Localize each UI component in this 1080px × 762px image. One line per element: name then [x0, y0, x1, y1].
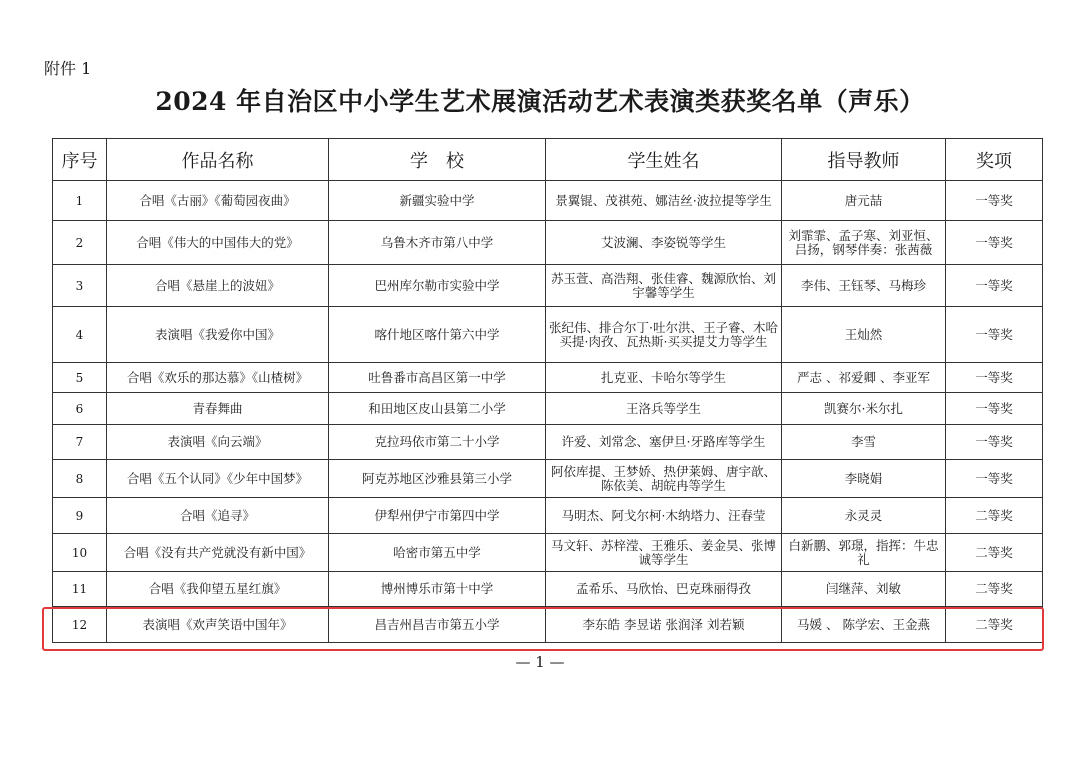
cell-work: 合唱《我仰望五星红旗》 — [107, 572, 329, 607]
cell-work: 合唱《五个认同》《少年中国梦》 — [107, 460, 329, 498]
highlight-box — [42, 607, 1044, 651]
cell-award: 二等奖 — [946, 498, 1043, 534]
awards-table — [52, 138, 1043, 643]
cell-number: 5 — [53, 363, 107, 393]
cell-teachers: 唐元喆 — [782, 181, 946, 221]
cell-number: 10 — [53, 534, 107, 572]
cell-award: 一等奖 — [946, 307, 1043, 363]
cell-students: 阿依库提、王梦娇、热伊莱姆、唐宇歆、陈依美、胡皖冉等学生 — [546, 460, 782, 498]
cell-teachers: 马媛 、 陈学宏、王金燕 — [782, 607, 946, 643]
header-number: 序号 — [53, 139, 107, 181]
table-row — [53, 425, 1043, 460]
cell-students: 扎克亚、卡哈尔等学生 — [546, 363, 782, 393]
cell-teachers: 凯赛尔·米尔扎 — [782, 393, 946, 425]
table-row — [53, 307, 1043, 363]
cell-work: 合唱《古丽》《葡萄园夜曲》 — [107, 181, 329, 221]
cell-number: 4 — [53, 307, 107, 363]
cell-students: 苏玉萱、高浩翔、张佳睿、魏源欣怡、刘宇馨等学生 — [546, 265, 782, 307]
cell-students: 艾波澜、李姿锐等学生 — [546, 221, 782, 265]
table-row — [53, 572, 1043, 607]
cell-school: 克拉玛依市第二十小学 — [329, 425, 546, 460]
cell-work: 合唱《悬崖上的波妞》 — [107, 265, 329, 307]
cell-school: 和田地区皮山县第二小学 — [329, 393, 546, 425]
cell-teachers: 闫继萍、刘敏 — [782, 572, 946, 607]
cell-work: 合唱《追寻》 — [107, 498, 329, 534]
header-school: 学 校 — [329, 139, 546, 181]
cell-school: 巴州库尔勒市实验中学 — [329, 265, 546, 307]
cell-school: 吐鲁番市高昌区第一中学 — [329, 363, 546, 393]
cell-teachers: 永灵灵 — [782, 498, 946, 534]
cell-students: 张纪伟、排合尔丁·吐尔洪、王子睿、木哈买提·肉孜、瓦热斯·买买提艾力等学生 — [546, 307, 782, 363]
table-row — [53, 363, 1043, 393]
cell-students: 景翼锟、茂祺苑、娜洁丝·波拉提等学生 — [546, 181, 782, 221]
cell-award: 二等奖 — [946, 534, 1043, 572]
table-row — [53, 265, 1043, 307]
cell-students: 王洛兵等学生 — [546, 393, 782, 425]
cell-award: 一等奖 — [946, 393, 1043, 425]
table-row — [53, 181, 1043, 221]
table-row — [53, 498, 1043, 534]
cell-school: 伊犁州伊宁市第四中学 — [329, 498, 546, 534]
cell-work: 合唱《伟大的中国伟大的党》 — [107, 221, 329, 265]
cell-work: 表演唱《向云端》 — [107, 425, 329, 460]
cell-number: 3 — [53, 265, 107, 307]
cell-school: 新疆实验中学 — [329, 181, 546, 221]
cell-number: 8 — [53, 460, 107, 498]
table-row — [53, 460, 1043, 498]
cell-award: 二等奖 — [946, 572, 1043, 607]
cell-award: 一等奖 — [946, 363, 1043, 393]
cell-work: 合唱《欢乐的那达慕》《山楂树》 — [107, 363, 329, 393]
cell-students: 李东皓 李昱诺 张润泽 刘若颖 — [546, 607, 782, 643]
cell-number: 1 — [53, 181, 107, 221]
page-number: — 1 — — [515, 653, 565, 671]
cell-award: 二等奖 — [946, 607, 1043, 643]
cell-number: 12 — [53, 607, 107, 643]
header-award: 奖项 — [946, 139, 1043, 181]
cell-teachers: 严志 、祁爱卿 、李亚军 — [782, 363, 946, 393]
cell-school: 乌鲁木齐市第八中学 — [329, 221, 546, 265]
cell-award: 一等奖 — [946, 221, 1043, 265]
cell-teachers: 李晓娟 — [782, 460, 946, 498]
cell-teachers: 李雪 — [782, 425, 946, 460]
cell-award: 一等奖 — [946, 265, 1043, 307]
table-header-row — [53, 139, 1043, 181]
cell-students: 马明杰、阿戈尔柯·木纳塔力、汪春莹 — [546, 498, 782, 534]
cell-number: 7 — [53, 425, 107, 460]
cell-school: 喀什地区喀什第六中学 — [329, 307, 546, 363]
cell-award: 一等奖 — [946, 425, 1043, 460]
cell-award: 一等奖 — [946, 460, 1043, 498]
cell-teachers: 刘霏霏、孟子寒、刘亚恒、吕扬，钢琴伴奏：张茜薇 — [782, 221, 946, 265]
cell-students: 许爱、刘常念、塞伊旦·牙路库等学生 — [546, 425, 782, 460]
cell-work: 青春舞曲 — [107, 393, 329, 425]
cell-work: 表演唱《我爱你中国》 — [107, 307, 329, 363]
cell-teachers: 王灿然 — [782, 307, 946, 363]
page-title: 2024 年自治区中小学生艺术展演活动艺术表演类获奖名单（声乐） — [155, 87, 925, 116]
cell-teachers: 白新鹏、郭璟，指挥：牛忠礼 — [782, 534, 946, 572]
header-work: 作品名称 — [107, 139, 329, 181]
cell-work: 合唱《没有共产党就没有新中国》 — [107, 534, 329, 572]
cell-students: 马文轩、苏梓滢、王雅乐、姜金昊、张博诚等学生 — [546, 534, 782, 572]
cell-school: 哈密市第五中学 — [329, 534, 546, 572]
table-row — [53, 393, 1043, 425]
cell-school: 昌吉州昌吉市第五小学 — [329, 607, 546, 643]
cell-award: 一等奖 — [946, 181, 1043, 221]
header-students: 学生姓名 — [546, 139, 782, 181]
header-teachers: 指导教师 — [782, 139, 946, 181]
cell-students: 孟希乐、马欣怡、巴克珠丽得孜 — [546, 572, 782, 607]
cell-number: 9 — [53, 498, 107, 534]
cell-work: 表演唱《欢声笑语中国年》 — [107, 607, 329, 643]
table-row — [53, 534, 1043, 572]
cell-number: 2 — [53, 221, 107, 265]
cell-school: 阿克苏地区沙雅县第三小学 — [329, 460, 546, 498]
cell-number: 6 — [53, 393, 107, 425]
table-row — [53, 221, 1043, 265]
attachment-label: 附件 1 — [44, 59, 92, 78]
cell-teachers: 李伟、王钰琴、马梅珍 — [782, 265, 946, 307]
cell-number: 11 — [53, 572, 107, 607]
cell-school: 博州博乐市第十中学 — [329, 572, 546, 607]
